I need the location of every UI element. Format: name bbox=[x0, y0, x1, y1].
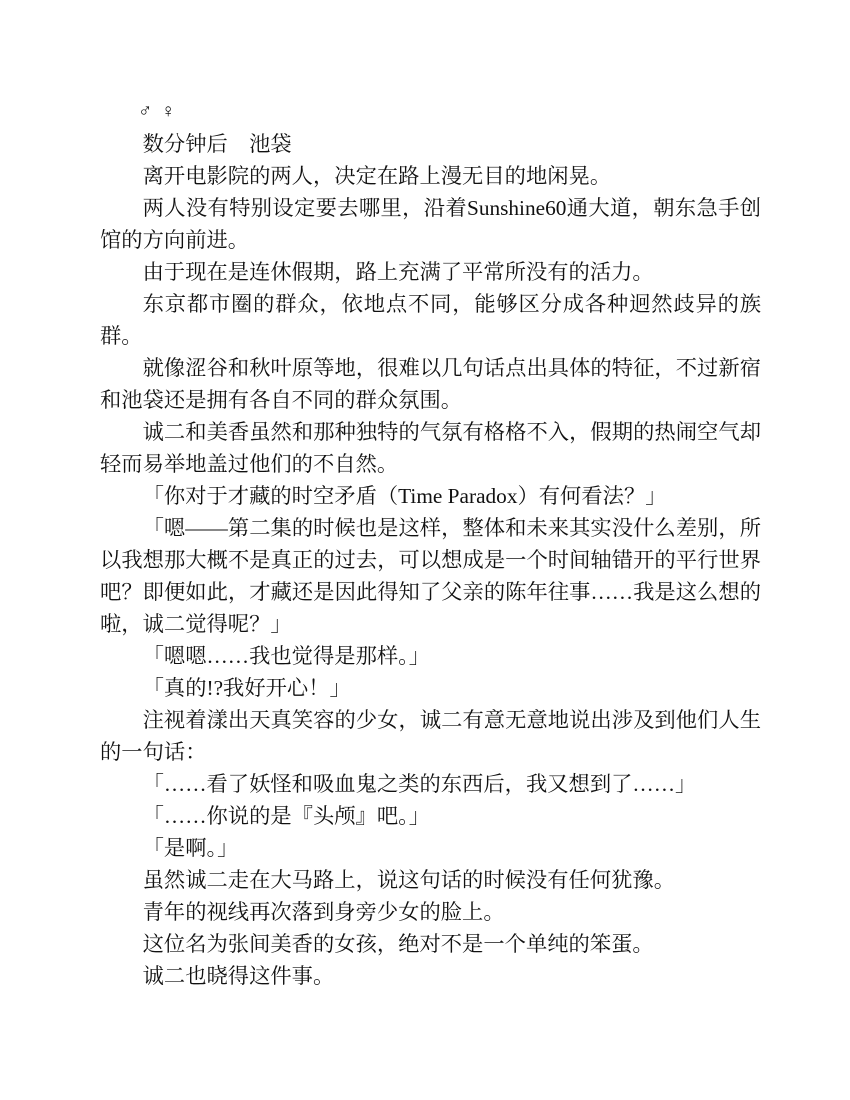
paragraph: 青年的视线再次落到身旁少女的脸上。 bbox=[142, 900, 505, 924]
dialogue-line: 「是啊。」 bbox=[142, 836, 239, 860]
dialogue-line: 「……看了妖怪和吸血鬼之类的东西后，我又想到了……」 bbox=[142, 772, 697, 796]
paragraph: 虽然诚二走在大马路上，说这句话的时候没有任何犹豫。 bbox=[142, 868, 676, 892]
dialogue-line: 「你对于才藏的时空矛盾（Time Paradox）有何看法？」 bbox=[142, 484, 667, 508]
paragraph: 注视着漾出天真笑容的少女，诚二有意无意地说出涉及到他们人生的一句话： bbox=[100, 708, 761, 764]
dialogue-line: 「真的!?我好开心！」 bbox=[142, 676, 351, 700]
scene-heading: 数分钟后 池袋 bbox=[142, 132, 292, 156]
dialogue-line: 「嗯嗯……我也觉得是那样。」 bbox=[142, 644, 431, 668]
paragraph: 两人没有特别设定要去哪里，沿着Sunshine60通大道，朝东急手创馆的方向前进。 bbox=[100, 196, 761, 252]
paragraph: 诚二也晓得这件事。 bbox=[142, 964, 335, 988]
paragraph: 离开电影院的两人，决定在路上漫无目的地闲晃。 bbox=[142, 164, 612, 188]
paragraph: 由于现在是连休假期，路上充满了平常所没有的活力。 bbox=[142, 260, 654, 284]
paragraph: 就像涩谷和秋叶原等地，很难以几句话点出具体的特征，不过新宿和池袋还是拥有各自不同的群众氛围。 bbox=[100, 356, 761, 412]
gender-symbols: ♂ ♀ bbox=[138, 101, 178, 122]
dialogue-line: 「……你说的是『头颅』吧。」 bbox=[142, 804, 431, 828]
page-content bbox=[100, 96, 761, 992]
dialogue-line: 「嗯——第二集的时候也是这样，整体和未来其实没什么差别，所以我想那大概不是真正的过去，可以想成是一个时间轴错开的平行世界吧？即便如此，才藏还是因此得知了父亲的陈年往事……我是这么想的啦，诚二觉得呢？」 bbox=[100, 516, 761, 636]
paragraph: 这位名为张间美香的女孩，绝对不是一个单纯的笨蛋。 bbox=[142, 932, 654, 956]
paragraph: 东京都市圈的群众，依地点不同，能够区分成各种迥然歧异的族群。 bbox=[100, 292, 761, 348]
paragraph: 诚二和美香虽然和那种独特的气氛有格格不入，假期的热闹空气却轻而易举地盖过他们的不自然。 bbox=[100, 420, 761, 476]
